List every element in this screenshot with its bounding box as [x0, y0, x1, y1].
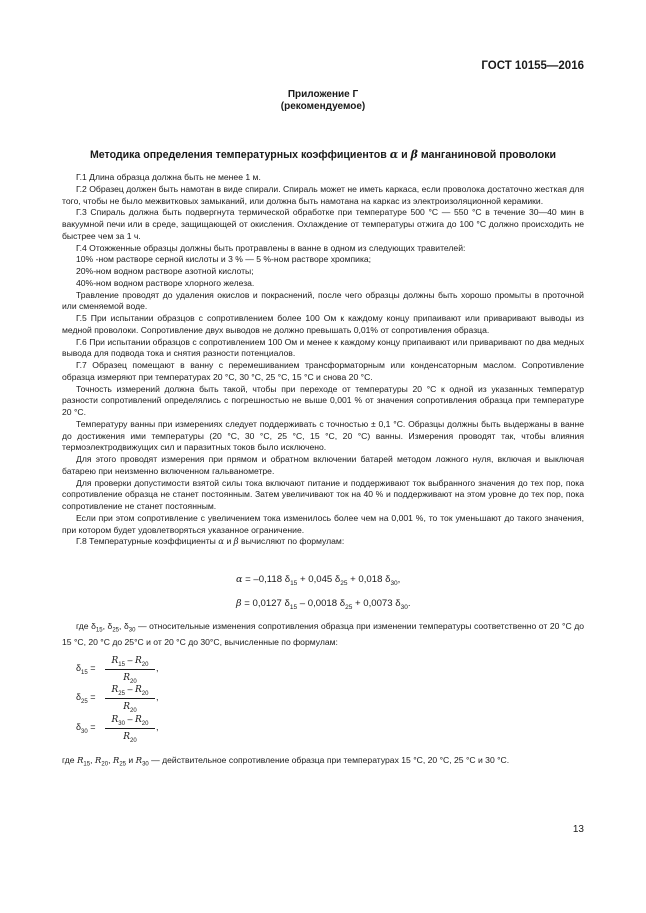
subscript: 25: [340, 579, 348, 587]
paragraph: 10% -ном растворе серной кислоты и 3 % — 5 %-ном растворе хромпика;: [76, 254, 372, 265]
formula-end: .: [407, 598, 411, 609]
comma: ,: [90, 755, 95, 765]
beta-symbol: β: [233, 537, 239, 548]
paragraph: Травление проводят до удаления окислов и покраснений, после чего образцы должны быть хорошо промыты в проточной или сменяемой воде.: [62, 289, 584, 312]
subscript: 30: [81, 728, 88, 735]
subscript: 25: [118, 690, 125, 697]
alpha-symbol: α: [218, 537, 225, 548]
page-number: 13: [572, 824, 584, 835]
definition-text: — действительное сопротивление образца при температурах 15 °С, 20 °С, 25 °С и 30 °С.: [148, 755, 510, 765]
formula-beta: [236, 598, 411, 611]
minus-sign: –: [124, 684, 135, 694]
subscript: 30: [128, 627, 136, 634]
subscript: 20: [101, 761, 109, 768]
subscript: 15: [95, 627, 103, 634]
subscript: 15: [83, 761, 91, 768]
paragraph: Г.7 Образец помещают в ванну с перемешиванием трансформаторным или конденсаторным маслом. Сопротивление образца измеряют при температурах 20 °С, 30 °С, 25 °С, 15 °С и снова 20 °С.: [62, 360, 584, 382]
where-text-part: , δ: [119, 621, 129, 631]
formula-end: ,: [397, 574, 401, 585]
paragraph: Если при этом сопротивление с увеличением тока изменилось более чем на 0,001 %, то ток уменьшают до такого значения, при котором будет удовлетворяться указанное ограничение.: [62, 512, 584, 535]
fraction-bar: [105, 698, 155, 699]
fraction-numerator: [104, 714, 156, 727]
r-symbol: R: [112, 756, 120, 766]
appendix-title: Приложение Г: [287, 89, 359, 100]
fraction-denominator: [104, 672, 156, 685]
beta-symbol: β: [410, 148, 418, 161]
where-text-part: , δ: [102, 621, 113, 631]
formula-term: – 0,0018 δ: [297, 598, 346, 609]
resistance-definition: [62, 755, 592, 768]
paragraph: Г.5 При испытании образцов с сопротивлением более 100 Ом к каждому концу припаивают или приваривают выводы из медной проволоки. Сопротивление двух выводов не должно превышать 0,01% от сопротивления образца.: [62, 313, 584, 335]
subscript: 30: [400, 603, 408, 611]
fraction-numerator: [104, 655, 156, 668]
formula-term: + 0,045 δ: [297, 574, 341, 585]
r-symbol: R: [135, 715, 142, 725]
fraction-lhs: $\delta_{30}$ =: [76, 722, 96, 735]
subscript: 15: [118, 661, 125, 668]
subscript: 15: [81, 669, 88, 676]
r-symbol: R: [135, 656, 142, 666]
paragraph: 40%-ном водном растворе хлорного железа.: [76, 277, 255, 288]
delta-symbol: δ: [76, 692, 82, 702]
fraction-tail: ,: [156, 692, 159, 702]
paragraph: Для проверки допустимости взятой силы тока включают питание и поддерживают ток выбранного значения до тех пор, пока сопротивление образца не станет постоянным. Затем увеличивают ток на 40 % и поддерживают на этом уровне до тех пор, пока сопротивление не станет постоянным.: [62, 477, 584, 511]
paragraph: 20%-ном водном растворе азотной кислоты;: [76, 266, 254, 276]
subscript: 20: [141, 690, 149, 697]
r-symbol: R: [123, 732, 131, 742]
paragraph: Г.6 При испытании образцов с сопротивлением 100 Ом и менее к каждому концу припаивают или приваривают по два медных вывода для подвода тока и снятия разности потенциалов.: [62, 336, 584, 359]
where-clause: [62, 621, 584, 649]
r-symbol: R: [123, 673, 131, 683]
paragraph: Г.2 Образец должен быть намотан в виде спирали. Спираль может не иметь каркаса, если проволока достаточно жесткая для того, чтобы не было межвитковых замыканий, или должна быть намотана на каркас из электроизоляционной керамики.: [62, 183, 584, 206]
formula-lhs: α: [236, 574, 243, 585]
fraction-denominator: [104, 731, 156, 744]
g8-prefix: Г.8 Температурные коэффициенты: [76, 536, 216, 547]
alpha-symbol: α: [389, 148, 399, 161]
formula-term: = –0,118 δ: [245, 574, 291, 585]
fraction-lhs: $\delta_{15}$ =: [76, 663, 96, 676]
paragraph: Температуру ванны при измерениях следует поддерживать с точностью ± 0,1 °С. Образцы должны быть выдержаны в ванне до достижения ими температуры (20 °С, 30 °С, 25 °С, 15 °С, 20 °С) ванны. Измерения проводят так, чтобы влияния термоэлектродвижущих сил и паразитных токов было исключено.: [62, 418, 584, 453]
formula-term: + 0,0073 δ: [352, 598, 401, 609]
formula-term: + 0,018 δ: [347, 574, 391, 585]
subscript: 25: [119, 761, 127, 768]
paragraph-g8: [62, 536, 584, 549]
delta-symbol: δ: [76, 722, 82, 732]
r-symbol: R: [111, 656, 119, 666]
r-symbol: R: [111, 715, 119, 725]
subscript: 20: [130, 737, 137, 744]
and-word: и: [126, 755, 136, 765]
delta-symbol: δ: [76, 663, 82, 673]
section-title-part1: Методика определения температурных коэффициентов: [89, 149, 387, 161]
subscript: 20: [130, 707, 137, 714]
body-text: [62, 172, 584, 549]
paragraph: Для этого проводят измерения при прямом и обратном включении батарей методом ложного нуля, включая и выключая батарею при неизменно включенном гальванометре.: [62, 454, 584, 476]
subscript: 15: [290, 579, 298, 587]
r-symbol: R: [111, 685, 119, 695]
r-symbol: R: [135, 756, 143, 766]
section-title: [0, 148, 646, 161]
subscript: 30: [118, 720, 125, 727]
subscript: 25: [345, 603, 353, 611]
g8-suffix: вычисляют по формулам:: [241, 536, 345, 547]
r-symbol: R: [135, 685, 142, 695]
fraction-numerator: [104, 684, 156, 697]
subscript: 15: [289, 603, 298, 611]
comma: ,: [108, 755, 113, 765]
where-text-part: — относительные изменения сопротивления образца при изменении температуры соответственно от 20 °С до 15 °С, 20 °С до 25°С и от 20 °С до 30°С, вычисленные по формулам:: [62, 621, 584, 648]
section-title-part2: манганиновой проволоки: [420, 149, 557, 161]
subscript: 25: [112, 627, 119, 634]
appendix-type: (рекомендуемое): [280, 101, 366, 112]
fraction-tail: ,: [156, 663, 159, 673]
document-code: ГОСТ 10155—2016: [481, 60, 584, 72]
where-text-part: где δ: [76, 621, 96, 631]
fraction-tail: ,: [156, 722, 159, 732]
formula-term: = 0,0127 δ: [244, 598, 290, 609]
r-symbol: R: [94, 756, 102, 766]
section-title-and: и: [401, 149, 408, 161]
minus-sign: –: [124, 655, 135, 665]
subscript: 20: [141, 661, 149, 668]
subscript: 30: [390, 579, 398, 587]
formula-alpha: [236, 574, 400, 587]
r-symbol: R: [123, 702, 131, 712]
paragraph: Г.3 Спираль должна быть подвергнута термической обработке при температуре 500 °С — 550 °С в течение 30—40 мин в вакуумной печи или в среде, защищающей от окисления. Охлаждение от температуры отжига до 100 °С должно происходить не быстрее чем за 1 ч.: [62, 207, 584, 241]
paragraph: Г.4 Отожженные образцы должны быть протравлены в ванне в одном из следующих травителей:: [76, 242, 466, 253]
subscript: 20: [141, 720, 149, 727]
r-symbol: R: [76, 756, 84, 766]
formula-lhs: β: [236, 598, 242, 609]
fraction-lhs: $\delta_{25}$ =: [76, 692, 96, 705]
fraction-bar: [105, 669, 155, 670]
where-text: [62, 621, 584, 649]
subscript: 30: [142, 761, 149, 768]
fraction-bar: [105, 728, 155, 729]
subscript: 20: [130, 678, 137, 685]
fraction-denominator: [104, 701, 156, 714]
paragraph: Г.1 Длина образца должна быть не менее 1 м.: [76, 172, 261, 182]
where-word: где: [62, 755, 75, 765]
subscript: 25: [81, 698, 88, 705]
paragraph: Точность измерений должна быть такой, чтобы при переходе от температуры 20 °С к одной из указанных температур разности сопротивлений определялись с погрешностью не выше 0,001 % от значения сопротивления образца при температуре 20 °С.: [62, 383, 584, 417]
g8-and: и: [226, 536, 232, 547]
minus-sign: –: [124, 714, 135, 724]
